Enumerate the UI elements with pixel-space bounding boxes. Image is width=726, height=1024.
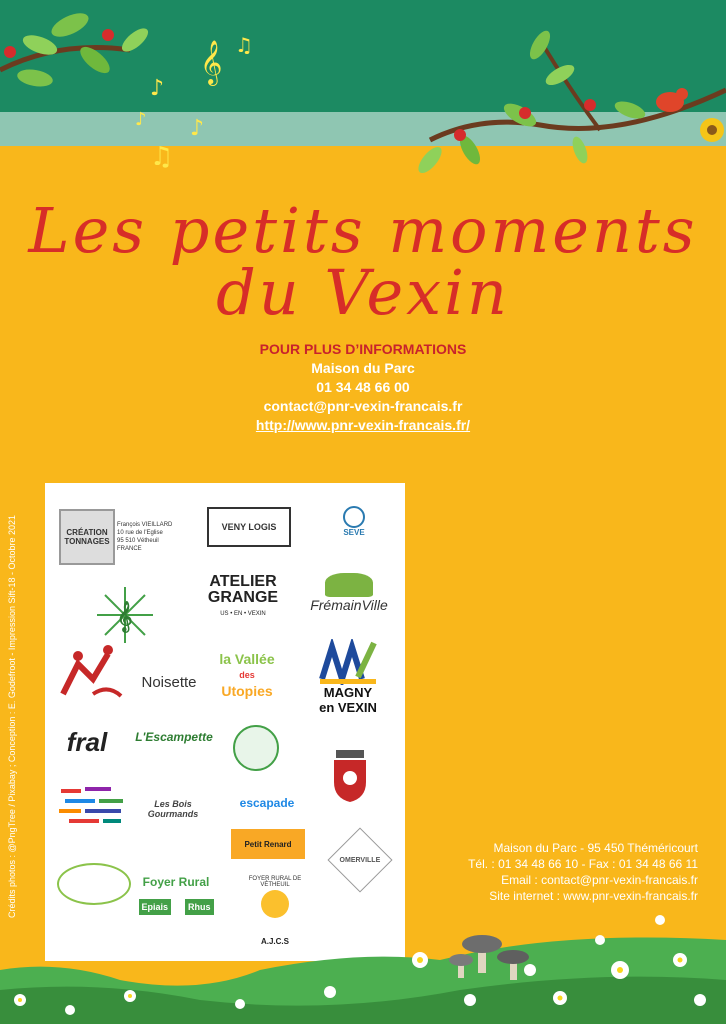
bois-label: Les Bois Gourmands xyxy=(147,799,199,819)
seve-circle-icon xyxy=(343,506,365,528)
svg-text:♪: ♪ xyxy=(150,76,165,101)
escampette-label: L'Escampette xyxy=(135,730,213,744)
vallee-line1: la Vallée xyxy=(219,651,275,667)
branch-music-illustration xyxy=(0,0,280,200)
green-circle-icon xyxy=(233,725,279,771)
escapade-label: escapade xyxy=(239,796,295,810)
logo-coat-of-arms xyxy=(327,745,373,807)
svg-text:𝄞: 𝄞 xyxy=(200,40,223,84)
logo-bois-gourmands xyxy=(137,789,209,829)
info-url-link[interactable]: http://www.pnr-vexin-francais.fr/ xyxy=(255,417,471,433)
venylogis-label: VENY LOGIS xyxy=(221,522,277,532)
creation-label: CRÉATION TONNAGES xyxy=(64,528,110,546)
logo-vieillard-address xyxy=(117,505,177,569)
fremainville-label: FrémainVille xyxy=(310,597,388,613)
foyer-line1: Foyer Rural xyxy=(142,875,210,889)
svg-text:♪: ♪ xyxy=(190,116,205,141)
logo-creation-tonnages xyxy=(59,509,115,565)
magny-mark-icon xyxy=(318,639,378,685)
logo-colorful-words xyxy=(53,779,133,835)
vieillard-addr1: 10 rue de l'Eglise xyxy=(117,530,163,536)
info-org: Maison du Parc xyxy=(311,360,415,376)
partner-logos-panel xyxy=(45,483,405,961)
logo-fral xyxy=(49,723,125,761)
fral-label: fral xyxy=(66,726,108,757)
logo-noisette xyxy=(133,669,205,695)
page-title-line-1: Les petits moments xyxy=(28,194,698,267)
contact-block xyxy=(468,840,698,904)
meadow-illustration xyxy=(0,900,726,1024)
logo-veny-logis xyxy=(207,507,291,547)
atelier-line1: ATELIER xyxy=(209,573,277,590)
foyer-vet-label: FOYER RURAL DE VÉTHEUIL xyxy=(248,876,302,888)
vallee-line2: des xyxy=(239,670,255,680)
oval-frame-icon xyxy=(57,863,131,905)
info-email: contact@pnr-vexin-francais.fr xyxy=(263,398,463,414)
renard-label: Petit Renard xyxy=(244,839,292,849)
logo-omerville xyxy=(329,829,391,891)
contact-address: Maison du Parc - 95 450 Théméricourt xyxy=(493,841,698,855)
atelier-line2: GRANGE xyxy=(207,589,279,606)
branch-bird-illustration xyxy=(370,30,726,200)
logo-magny-en-vexin xyxy=(313,631,383,723)
omerville-label: OMERVILLE xyxy=(339,856,381,864)
ajcs-label: A.J.C.S xyxy=(260,936,289,946)
vieillard-country: FRANCE xyxy=(117,546,142,552)
foyer-epiais-label: Epiais xyxy=(139,899,172,915)
omerville-diamond-icon xyxy=(327,827,392,892)
logo-atelier-grange xyxy=(203,565,283,631)
logo-escampette xyxy=(131,721,217,753)
vieillard-addr2: 95 510 Vétheuil xyxy=(117,538,159,544)
vieillard-name: François VIEILLARD xyxy=(117,522,173,528)
logo-music-star xyxy=(93,583,157,647)
magny-line1: MAGNY xyxy=(323,685,373,700)
info-block xyxy=(0,340,726,435)
svg-text:♫: ♫ xyxy=(235,33,253,57)
seve-label: SEVE xyxy=(343,527,365,537)
contact-site: Site internet : www.pnr-vexin-francais.fr xyxy=(489,889,698,903)
contact-email: Email : contact@pnr-vexin-francais.fr xyxy=(501,873,698,887)
photo-credits: Crédits photos : @PngTree / Pixabay ; Conception : E. Godefroot - Impression Sift-18 - Octobre 2021 xyxy=(7,515,17,918)
dancers-icon xyxy=(53,644,125,704)
logo-escapade xyxy=(229,789,305,817)
logo-fremainville xyxy=(301,561,397,625)
svg-text:♫: ♫ xyxy=(150,142,174,172)
svg-text:𝄞: 𝄞 xyxy=(117,602,133,632)
magny-line2: en VEXIN xyxy=(319,700,377,715)
noisette-label: Noisette xyxy=(141,673,197,691)
logo-vallee-utopies xyxy=(213,647,281,703)
info-phone: 01 34 48 66 00 xyxy=(316,379,410,395)
contact-phones: Tél. : 01 34 48 66 10 - Fax : 01 34 48 66 11 xyxy=(468,857,698,871)
colorful-words-icon xyxy=(55,781,131,833)
svg-text:♪: ♪ xyxy=(135,109,147,130)
foyer-rhus-label: Rhus xyxy=(185,899,214,915)
atelier-line3: US • EN • VEXIN xyxy=(220,611,266,617)
logo-green-circle xyxy=(231,723,281,773)
vallee-line3: Utopies xyxy=(221,683,273,699)
info-heading: POUR PLUS D’INFORMATIONS xyxy=(259,341,467,357)
music-star-icon xyxy=(95,585,155,645)
page-title-line-2: du Vexin xyxy=(216,256,510,329)
logo-seve xyxy=(329,499,379,543)
coat-of-arms-icon xyxy=(330,748,370,804)
logo-petit-renard xyxy=(231,829,305,859)
fremainville-tree-icon xyxy=(325,573,373,597)
logo-dancers xyxy=(51,641,127,707)
